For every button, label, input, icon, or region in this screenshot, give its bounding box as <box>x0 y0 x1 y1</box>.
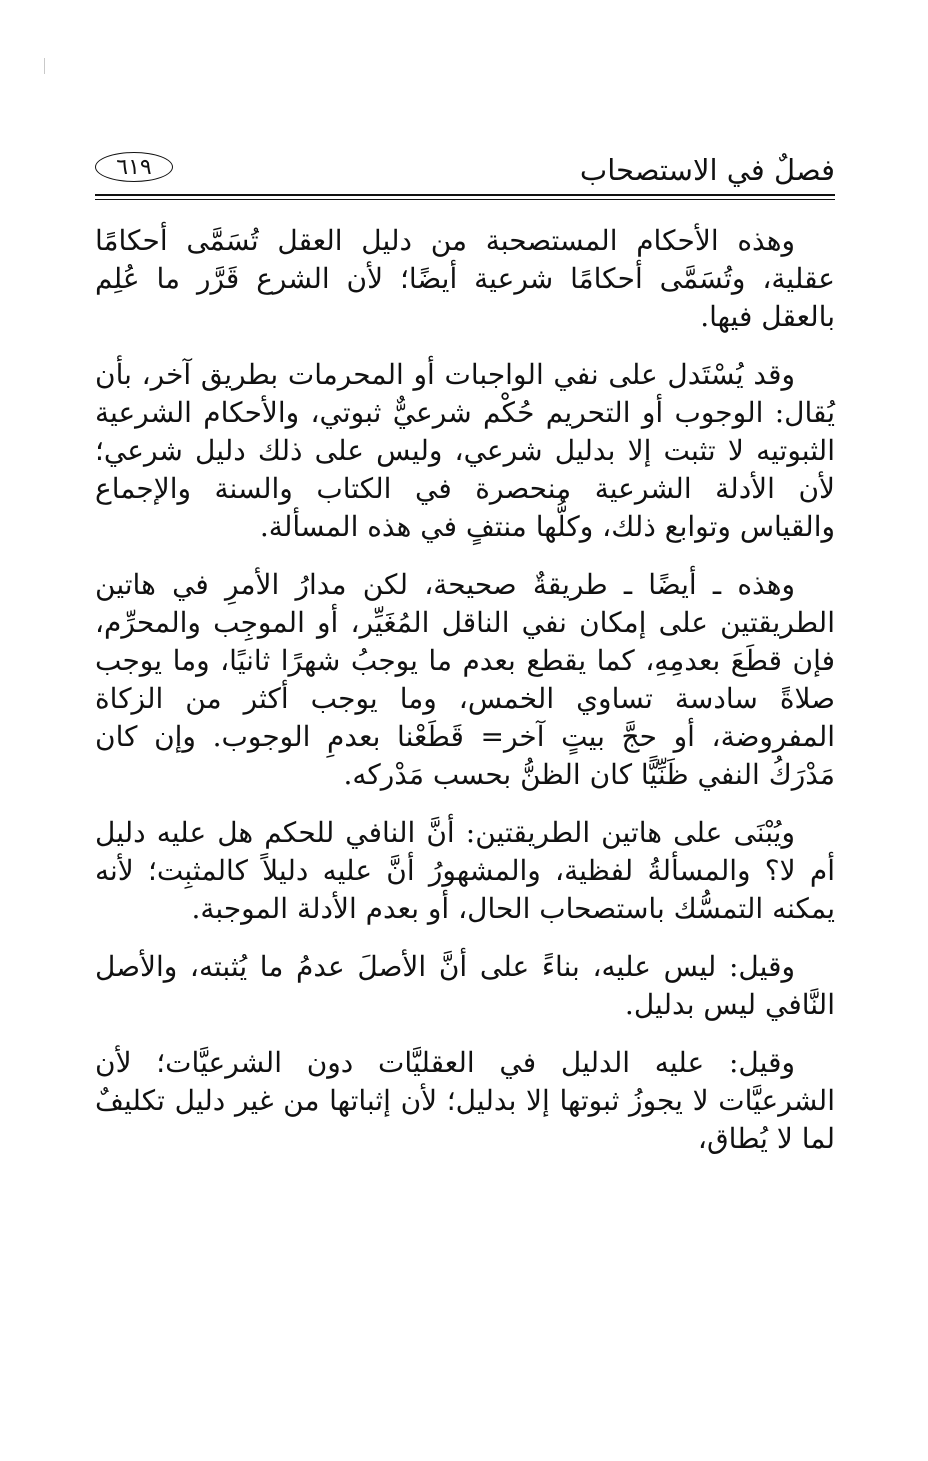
paragraph-1: وهذه الأحكام المستصحبة من دليل العقل تُسَمَّى أحكامًا عقلية، وتُسَمَّى أحكامًا شرعية أيضًا؛ لأن الشرع قَرَّر ما عُلِم بالعقل فيها. <box>95 224 835 333</box>
paragraph-4: ويُبْنَى على هاتين الطريقتين: أنَّ النافي للحكم هل عليه دليل أم لا؟ والمسألةُ لفظية، والمشهورُ أنَّ عليه دليلاً كالمثبِت؛ لأنه يمكنه التمسُّك باستصحاب الحال، أو بعدم الأدلة الموجبة. <box>95 816 835 925</box>
header-rule-thin <box>95 199 835 200</box>
chapter-title: فصلٌ في الاستصحاب <box>579 153 835 187</box>
header-rule-thick <box>95 194 835 196</box>
page-number: ٦١٩ <box>95 152 173 182</box>
paragraph-6: وقيل: عليه الدليل في العقليَّات دون الشرعيَّات؛ لأن الشرعيَّات لا يجوزُ ثبوتها إلا بدليل؛ لأن إثباتها من غير دليل تكليفٌ لما لا يُطاق، <box>95 1046 835 1155</box>
scan-margin-mark <box>44 58 45 74</box>
page-header <box>95 150 835 194</box>
paragraph-5: وقيل: ليس عليه، بناءً على أنَّ الأصلَ عدمُ ما يُثبته، والأصل النَّافي ليس بدليل. <box>95 950 835 1021</box>
body-text <box>95 222 835 1178</box>
paragraph-2: وقد يُسْتَدل على نفي الواجبات أو المحرمات بطريق آخر، بأن يُقال: الوجوب أو التحريم حُكْم شرعيٌّ ثبوتي، والأحكام الشرعية الثبوتيه لا تثبت إلا بدليل شرعي، وليس على ذلك دليل شرعي؛ لأن الأدلة الشرعية منحصرة في الكتاب والسنة والإجماع والقياس وتوابع ذلك، وكلُّها منتفٍ في هذه المسألة. <box>95 358 835 543</box>
paragraph-3: وهذه ـ أيضًا ـ طريقةٌ صحيحة، لكن مدارُ الأمرِ في هاتين الطريقتين على إمكان نفي الناقل المُغَيِّر، أو الموجِب والمحرِّم، فإن قطَعَ بعدمِهِ، كما يقطع بعدم ما يوجبُ شهرًا ثانيًا، وما يوجب صلاةً سادسة تساوي الخمس، وما يوجب أكثر من الزكاة المفروضة، أو حجَّ بيتٍ آخر= قَطَعْنا بعدمِ الوجوب. وإن كان مَدْرَكُ النفي ظَنِّيًّا كان الظنُّ بحسب مَدْركه. <box>95 568 835 791</box>
